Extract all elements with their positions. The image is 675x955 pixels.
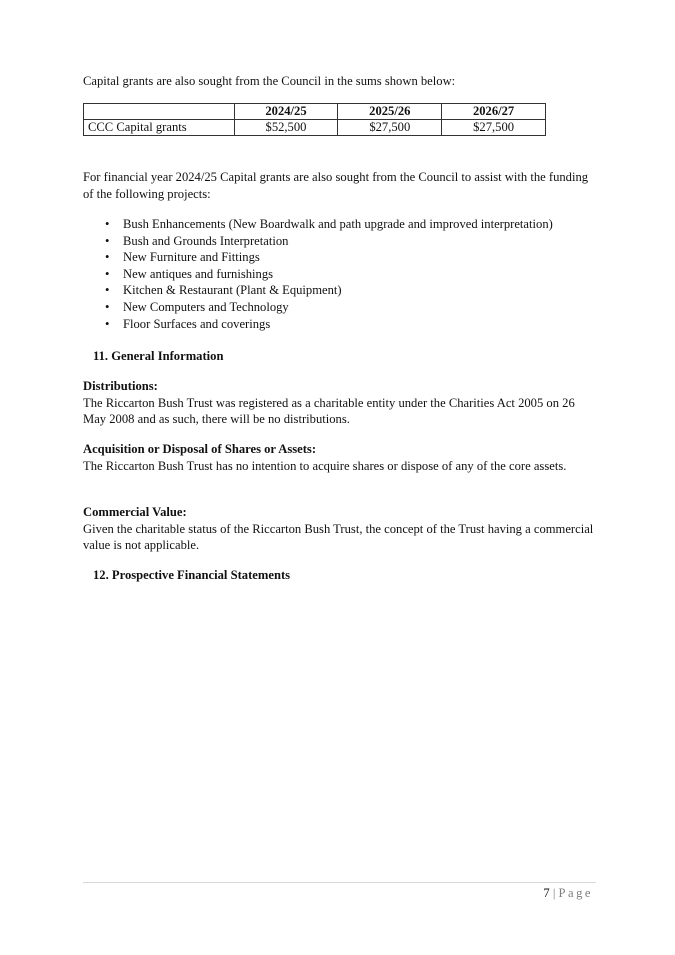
commercial-value-heading: Commercial Value:	[83, 505, 187, 519]
table-header-cell: 2024/25	[234, 104, 338, 120]
bullet-icon: •	[105, 266, 110, 281]
table-header-cell: 2025/26	[338, 104, 442, 120]
bullet-icon: •	[105, 233, 110, 248]
page-label: Page	[558, 886, 593, 900]
list-item	[83, 216, 603, 233]
page-number: 7	[543, 886, 550, 900]
bullet-icon: •	[105, 316, 110, 331]
list-item	[83, 316, 603, 333]
list-item-text: Bush and Grounds Interpretation	[123, 233, 289, 248]
acquisition-block	[83, 441, 598, 474]
intro-paragraph: Capital grants are also sought from the Council in the sums shown below:	[83, 74, 456, 88]
distributions-text: The Riccarton Bush Trust was registered as a charitable entity under the Charities Act 2005 on 26 May 2008 and as such, there will be no distributions.	[83, 395, 575, 426]
list-item-text: New Computers and Technology	[123, 299, 289, 314]
bullet-icon: •	[105, 283, 110, 298]
section-11-heading: 11. General Information	[93, 349, 224, 363]
bullet-icon: •	[105, 250, 110, 265]
table-cell-label: CCC Capital grants	[84, 120, 235, 136]
acquisition-text: The Riccarton Bush Trust has no intention to acquire shares or dispose of any of the core assets.	[83, 458, 567, 473]
table-cell: $27,500	[442, 120, 546, 136]
commercial-value-text: Given the charitable status of the Riccarton Bush Trust, the concept of the Trust having a commercial value is not applicable.	[83, 521, 594, 552]
table-header-cell	[84, 104, 235, 120]
distributions-block	[83, 378, 598, 428]
list-item	[83, 233, 603, 250]
acquisition-heading: Acquisition or Disposal of Shares or Assets:	[83, 442, 317, 456]
table-cell: $52,500	[234, 120, 338, 136]
list-item-text: Kitchen & Restaurant (Plant & Equipment)	[123, 283, 342, 298]
list-item	[83, 249, 603, 266]
bullet-icon: •	[105, 217, 110, 231]
page-footer	[543, 885, 593, 902]
list-item-text: Floor Surfaces and coverings	[123, 316, 271, 331]
list-item-text: New antiques and furnishings	[123, 266, 274, 281]
list-item-text: New Furniture and Fittings	[123, 250, 260, 265]
list-item	[83, 299, 603, 316]
projects-intro-paragraph: For financial year 2024/25 Capital grants are also sought from the Council to assist with the funding of the following projects:	[83, 170, 589, 201]
list-item	[83, 266, 603, 283]
table-cell: $27,500	[338, 120, 442, 136]
list-item	[83, 282, 603, 299]
bullet-icon: •	[105, 299, 110, 314]
capital-grants-table	[83, 103, 546, 136]
projects-list	[83, 216, 603, 332]
footer-separator: |	[552, 886, 556, 900]
section-12-heading: 12. Prospective Financial Statements	[93, 568, 291, 582]
table-row	[84, 120, 546, 136]
table-header-cell: 2026/27	[442, 104, 546, 120]
list-item-text: Bush Enhancements (New Boardwalk and path upgrade and improved interpretation)	[123, 217, 553, 231]
table-header-row	[84, 104, 546, 120]
footer-divider	[83, 882, 596, 883]
distributions-heading: Distributions:	[83, 379, 158, 393]
commercial-value-block	[83, 504, 598, 554]
